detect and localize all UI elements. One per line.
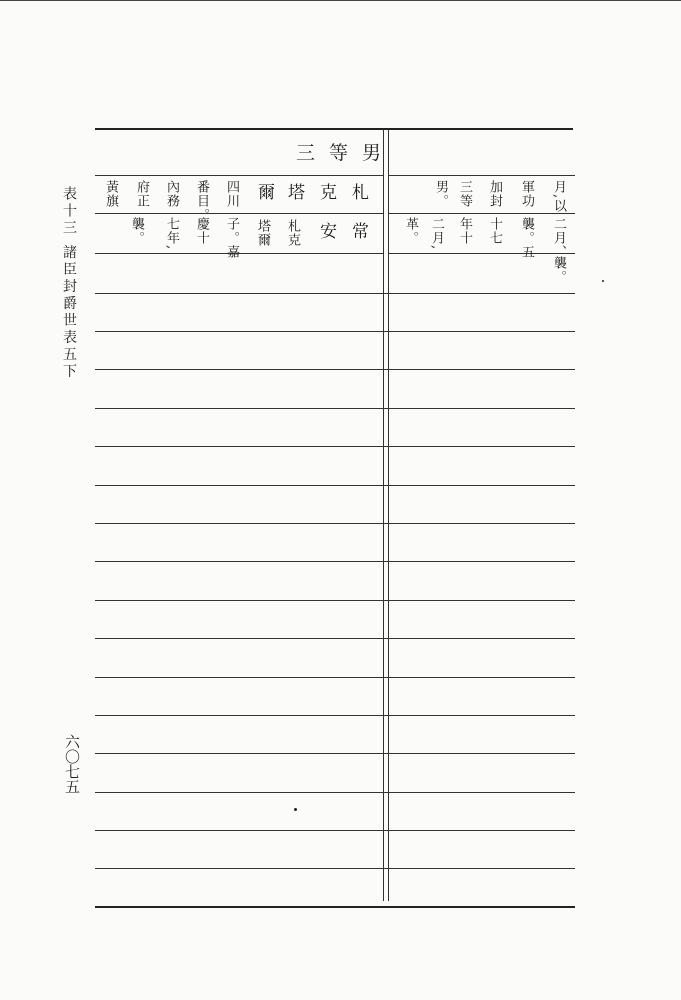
row-rule <box>95 485 575 486</box>
cell-text: 三等 <box>457 180 472 208</box>
cell-text: 札克 <box>285 219 300 247</box>
row-rule <box>95 561 575 562</box>
cell-text: 月,以 <box>551 180 566 214</box>
ink-speck <box>294 808 297 811</box>
row-rule <box>95 408 575 409</box>
cell-text: 男。 <box>433 180 448 208</box>
row-rule <box>389 175 575 176</box>
cell-text: 軍功 <box>519 180 534 208</box>
column-divider-right <box>388 129 389 901</box>
row-rule <box>95 677 575 678</box>
cell-text: 札 <box>348 183 368 208</box>
cell-text: 年十 <box>457 217 472 245</box>
row-rule <box>95 868 575 869</box>
margin-table-title: 表十三 諸臣封爵世表五下 <box>61 186 77 381</box>
cell-text: 塔 <box>284 183 304 208</box>
row-rule <box>389 213 575 214</box>
cell-text: 十七 <box>487 217 502 245</box>
row-rule <box>95 253 383 254</box>
cell-text: 內務 <box>164 180 179 208</box>
row-rule <box>95 600 575 601</box>
table-bottom-rule <box>95 906 575 908</box>
row-rule <box>95 638 575 639</box>
cell-text: 克 <box>316 183 336 208</box>
cell-text: 府正 <box>134 180 149 208</box>
cell-text: 加封 <box>487 180 502 208</box>
row-rule <box>95 753 575 754</box>
row-rule <box>95 446 575 447</box>
cell-text: 七年, <box>164 217 179 251</box>
cell-text: 黃旗 <box>103 180 118 208</box>
row-rule <box>95 293 575 294</box>
row-rule <box>95 792 575 793</box>
row-rule <box>389 253 575 254</box>
cell-text: 塔爾 <box>255 219 270 247</box>
table-top-rule <box>95 128 573 130</box>
cell-text: 襲。 <box>129 217 144 245</box>
cell-text: 常 <box>348 222 368 247</box>
cell-text: 二月, <box>429 217 444 251</box>
section-title: 三等男 <box>296 142 396 164</box>
cell-text: 番目。 <box>194 180 209 222</box>
cell-text: 安 <box>316 222 336 247</box>
cell-text: 二月、 <box>551 217 566 259</box>
ink-speck <box>602 280 604 282</box>
page-number: 六〇七五 <box>63 734 81 794</box>
cell-text: 四川 <box>224 180 239 208</box>
cell-text: 子。嘉 <box>224 217 239 259</box>
row-rule <box>95 830 575 831</box>
row-rule <box>95 523 575 524</box>
cell-text: 慶十 <box>194 217 209 245</box>
cell-text: 襲。五 <box>519 217 534 259</box>
column-divider-left <box>383 129 384 901</box>
cell-text: 革。 <box>403 217 418 245</box>
page-top-border <box>0 0 681 1</box>
row-rule <box>95 369 575 370</box>
continuation-text: 襲。 <box>551 256 566 284</box>
cell-text: 爾 <box>254 183 274 208</box>
row-rule <box>95 331 575 332</box>
row-rule <box>95 175 383 176</box>
row-rule <box>95 715 575 716</box>
row-rule <box>95 213 383 214</box>
